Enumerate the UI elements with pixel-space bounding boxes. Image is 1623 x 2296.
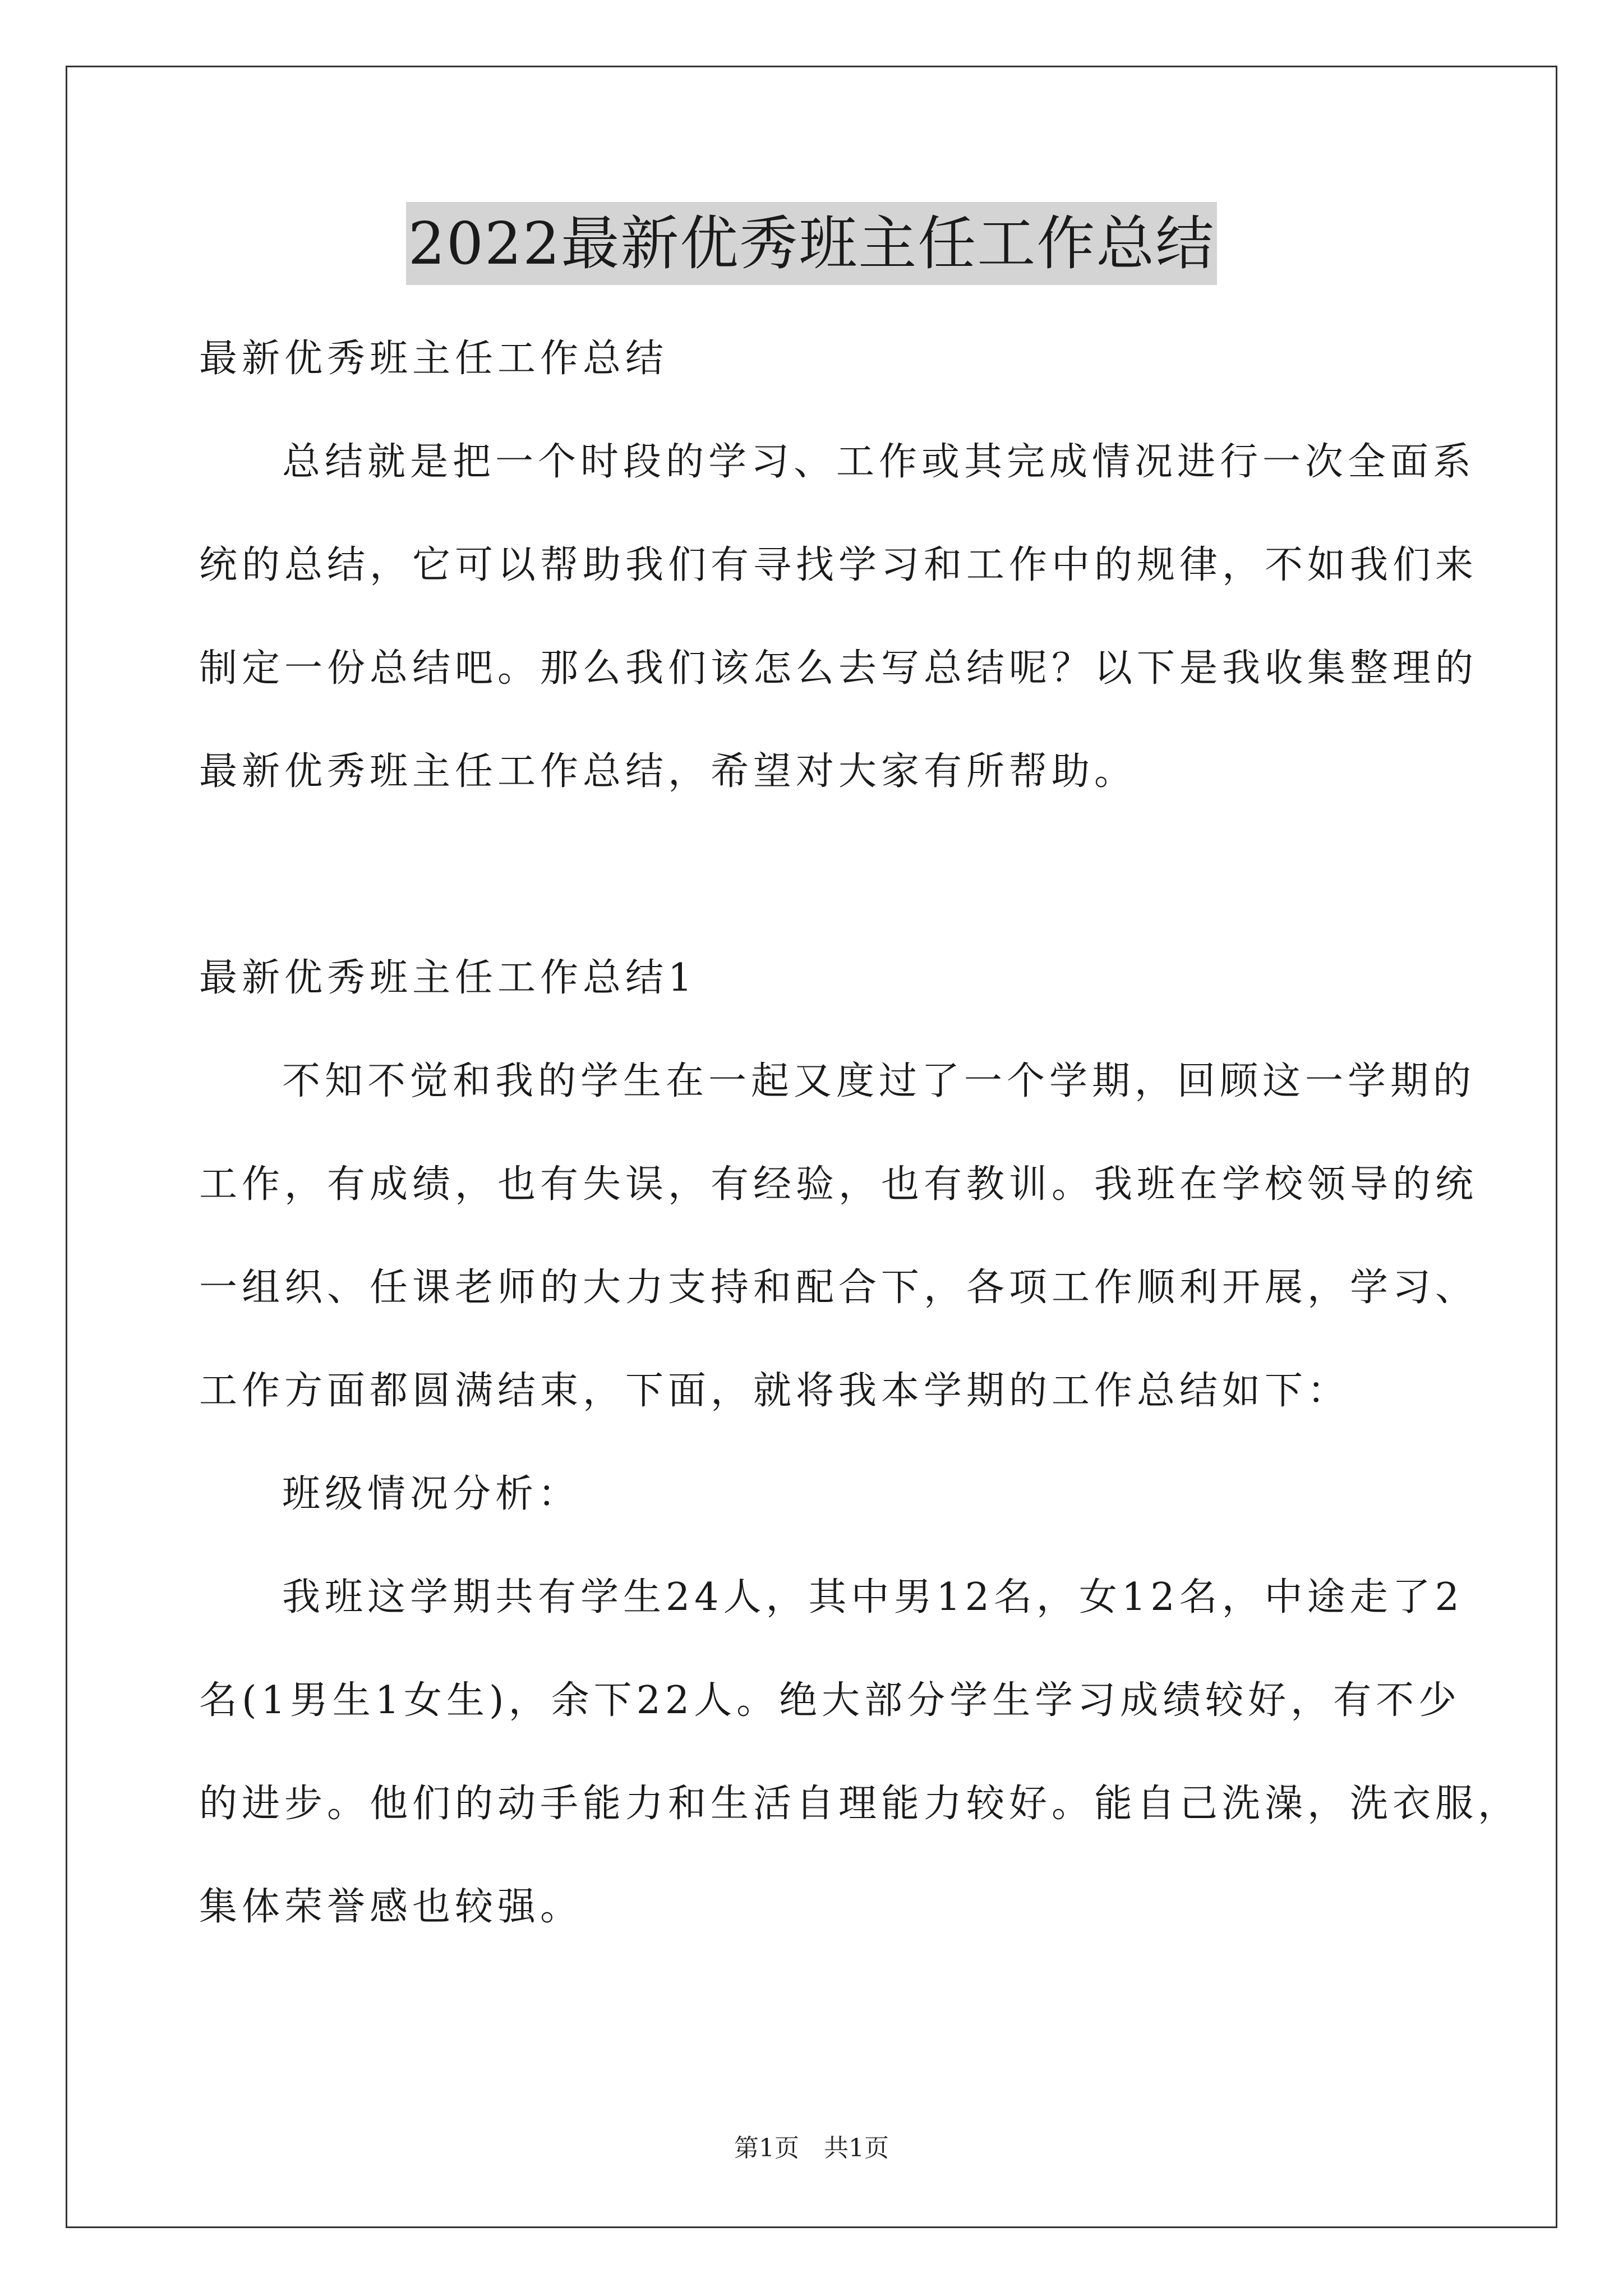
page-footer: 第1页 共1页 <box>734 2134 889 2162</box>
intro-line-2: 统的总结，它可以帮助我们有寻找学习和工作中的规律，不如我们来 <box>199 543 1478 587</box>
intro-line-3: 制定一份总结吧。那么我们该怎么去写总结呢？以下是我收集整理的 <box>199 646 1478 691</box>
section1-para2-line-4: 集体荣誉感也较强。 <box>199 1885 583 1929</box>
document-subtitle: 最新优秀班主任工作总结 <box>199 337 668 381</box>
section1-para1-line-3: 一组织、任课老师的大力支持和配合下，各项工作顺利开展，学习、 <box>199 1266 1478 1310</box>
document-title: 2022最新优秀班主任工作总结 <box>406 202 1218 285</box>
paragraph-gap <box>199 823 1455 927</box>
document-body <box>199 307 1521 1959</box>
section1-para1-line-4: 工作方面都圆满结束，下面，就将我本学期的工作总结如下： <box>199 1369 1350 1413</box>
intro-line-1: 总结就是把一个时段的学习、工作或其完成情况进行一次全面系 <box>282 440 1476 484</box>
section1-para1-line-1: 不知不觉和我的学生在一起又度过了一个学期，回顾这一学期的 <box>282 1059 1476 1103</box>
section1-heading: 最新优秀班主任工作总结1 <box>199 956 697 1000</box>
section1-para2-line-3: 的进步。他们的动手能力和生活自理能力较好。能自己洗澡，洗衣服， <box>199 1782 1521 1826</box>
section1-subheading: 班级情况分析： <box>282 1472 581 1516</box>
section1-para2-line-1: 我班这学期共有学生24人，其中男12名，女12名，中途走了2 <box>282 1575 1464 1619</box>
section1-para1-line-2: 工作，有成绩，也有失误，有经验，也有教训。我班在学校领导的统 <box>199 1162 1478 1207</box>
title-container <box>0 202 1623 285</box>
intro-line-4: 最新优秀班主任工作总结，希望对大家有所帮助。 <box>199 749 1137 794</box>
section1-para2-line-2: 名(1男生1女生)，余下22人。绝大部分学生学习成绩较好，有不少 <box>199 1678 1461 1723</box>
